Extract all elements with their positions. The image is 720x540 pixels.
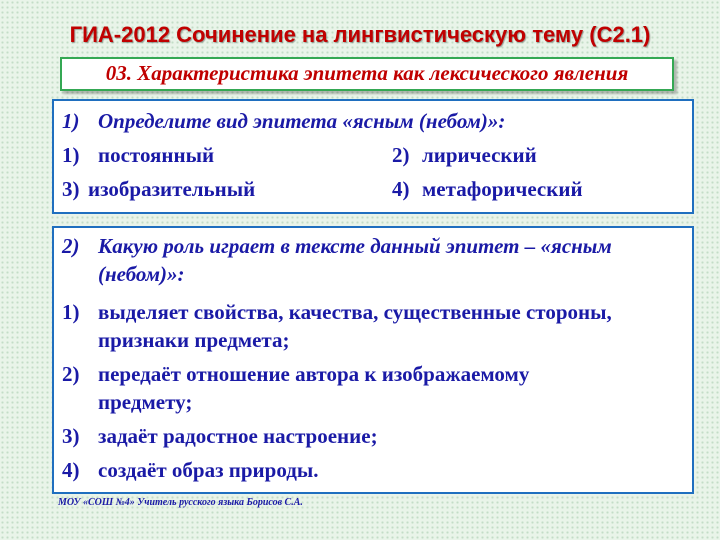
q2-option-4-number: 4) xyxy=(62,458,80,482)
q1-option-2-number: 2) xyxy=(392,143,410,167)
question-2-box xyxy=(52,226,694,494)
q2-option-1-line1: выделяет свойства, качества, существенные стороны, xyxy=(98,300,612,324)
footer-credit: МОУ «СОШ №4» Учитель русского языка Борисов С.А. xyxy=(58,497,303,508)
question-2-number: 2) xyxy=(62,234,80,258)
q2-option-2-number: 2) xyxy=(62,362,80,386)
q1-option-1-number: 1) xyxy=(62,143,80,167)
q2-option-2-line1: передаёт отношение автора к изображаемому xyxy=(98,362,530,386)
question-2-text-line2: (небом)»: xyxy=(98,262,185,286)
q2-option-2-line2: предмету; xyxy=(98,390,193,414)
q2-option-3-line1: задаёт радостное настроение; xyxy=(98,424,378,448)
q1-option-3-text: изобразительный xyxy=(88,177,256,201)
question-2-text-line1: Какую роль играет в тексте данный эпитет – «ясным xyxy=(98,234,612,258)
question-1-number: 1) xyxy=(62,109,80,133)
q1-option-3-number: 3) xyxy=(62,177,80,201)
q1-option-4-number: 4) xyxy=(392,177,410,201)
question-1-box xyxy=(52,99,694,214)
slide-subtitle: 03. Характеристика эпитета как лексического явления xyxy=(60,57,674,91)
q2-option-1-line2: признаки предмета; xyxy=(98,328,290,352)
q1-option-2-text: лирический xyxy=(422,143,537,167)
q2-option-4-line1: создаёт образ природы. xyxy=(98,458,319,482)
slide-title: ГИА-2012 Сочинение на лингвистическую тему (С2.1) xyxy=(69,22,651,47)
q2-option-3-number: 3) xyxy=(62,424,80,448)
q2-option-1-number: 1) xyxy=(62,300,80,324)
question-1-text: Определите вид эпитета «ясным (небом)»: xyxy=(98,109,506,133)
q1-option-4-text: метафорический xyxy=(422,177,583,201)
q1-option-1-text: постоянный xyxy=(98,143,215,167)
